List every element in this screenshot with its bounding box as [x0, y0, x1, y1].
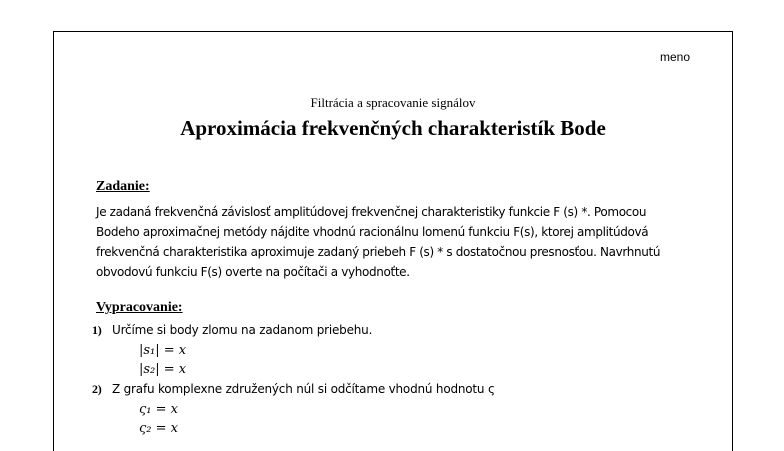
step-item: [92, 382, 495, 397]
task-heading: Zadanie:: [96, 179, 150, 194]
task-paragraph: [96, 202, 694, 282]
equation: |s₁| = x: [139, 343, 187, 358]
step-text: Z grafu komplexne združených núl si odčítame vhodnú hodnotu ς: [112, 382, 495, 396]
course-subject: Filtrácia a spracovanie signálov: [310, 95, 476, 110]
equation: ς₁ = x: [139, 402, 178, 417]
task-line: frekvenčná charakteristika aproximuje zadaný priebeh F (s) * s dostatočnou presnosťou. Navrhnutú: [96, 245, 661, 259]
author-name: meno: [659, 50, 690, 64]
work-heading: Vypracovanie:: [96, 300, 183, 315]
document-title: Aproximácia frekvenčných charakteristík Bode: [180, 116, 606, 140]
step-text: Určíme si body zlomu na zadanom priebehu.: [112, 323, 373, 337]
cut-off-line: [92, 438, 392, 444]
document-page: [53, 31, 733, 451]
equation: |s₂| = x: [139, 362, 187, 377]
task-line: obvodovú funkciu F(s) overte na počítači a vyhodnoťte.: [96, 265, 410, 279]
step-number: 1): [92, 323, 102, 337]
step-number: 2): [92, 382, 102, 396]
task-line: Je zadaná frekvenčná závislosť amplitúdovej frekvenčnej charakteristiky funkcie F (s) *. Pomocou: [96, 205, 647, 219]
task-line: Bodeho aproximačnej metódy nájdite vhodnú racionálnu lomenú funkciu F(s), ktorej amplitúdová: [96, 225, 649, 239]
step-item: [92, 323, 372, 338]
equation: ς₂ = x: [139, 421, 178, 436]
